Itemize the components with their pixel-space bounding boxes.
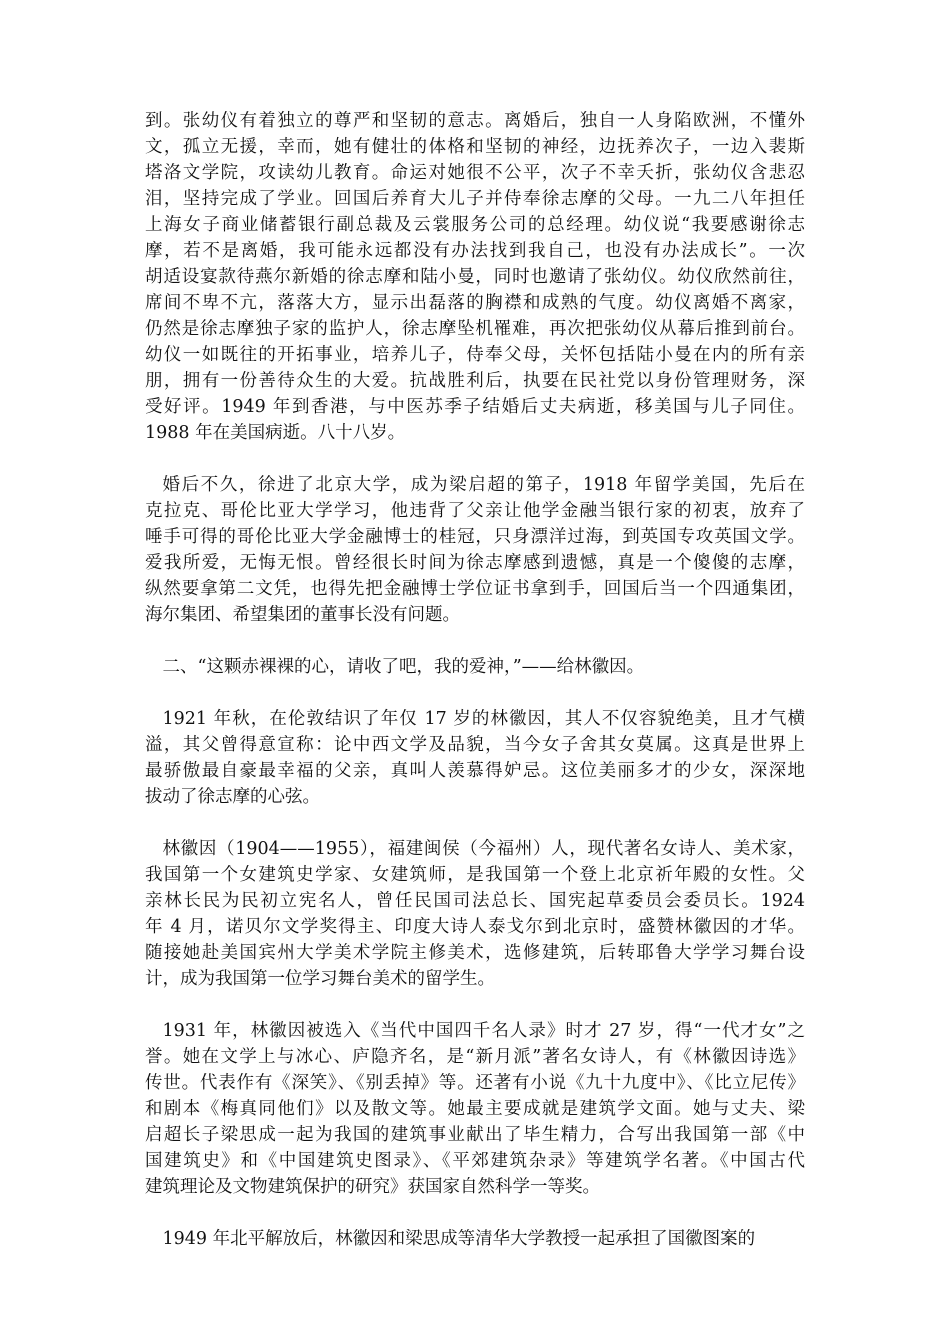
text-line: 纵然要拿第二文凭，也得先把金融博士学位证书拿到手，回国后当一个四通集团， [145,579,805,599]
text-line: 溢，其父曾得意宣称：论中西文学及品貌，当今女子舍其女莫属。这真是世界上 [145,735,805,755]
text-line: 胡适设宴款待燕尔新婚的徐志摩和陆小曼，同时也邀请了张幼仪。幼仪欣然前往， [145,267,805,287]
text-line: 幼仪一如既往的开拓事业，培养儿子，侍奉父母，关怀包括陆小曼在内的所有亲 [145,345,805,365]
text-line: 启超长子梁思成一起为我国的建筑事业献出了毕生精力，合写出我国第一部《中 [145,1125,805,1145]
text-line: 最骄傲最自豪最幸福的父亲，真叫人羡慕得妒忌。这位美丽多才的少女，深深地 [145,761,805,781]
text-line: 我国第一个女建筑史学家、女建筑师，是我国第一个登上北京祈年殿的女性。父 [145,865,805,885]
text-line: 和剧本《梅真同他们》以及散文等。她最主要成就是建筑学文面。她与丈夫、梁 [145,1099,805,1119]
text-line: 婚后不久，徐进了北京大学，成为梁启超的第子，1918 年留学美国，先后在 [162,475,805,495]
text-line: 1949 年北平解放后，林徽因和梁思成等清华大学教授一起承担了国徽图案的 [162,1229,756,1249]
text-line: 克拉克、哥伦比亚大学学习，他违背了父亲让他学金融当银行家的初衷，放弃了 [145,501,805,521]
text-line: 唾手可得的哥伦比亚大学金融博士的桂冠，只身漂洋过海，到英国专攻英国文学。 [145,527,805,547]
text-line: 随接她赴美国宾州大学美术学院主修美术，选修建筑，后转耶鲁大学学习舞台设 [145,943,805,963]
text-line: 塔洛文学院，攻读幼儿教育。命运对她很不公平，次子不幸夭折，张幼仪含悲忍 [145,163,805,183]
text-line: 仍然是徐志摩独子家的监护人，徐志摩坠机罹难，再次把张幼仪从幕后推到前台。 [145,319,805,339]
text-line: 亲林长民为民初立宪名人，曾任民国司法总长、国宪起草委员会委员长。1924 [145,891,805,911]
text-line: 年 4 月，诺贝尔文学奖得主、印度大诗人泰戈尔到北京时，盛赞林徽因的才华。 [145,917,805,937]
text-line: 1988 年在美国病逝。八十八岁。 [145,423,406,443]
paragraph-p5 [145,836,805,992]
text-line: 1921 年秋，在伦敦结识了年仅 17 岁的林徽因，其人不仅容貌绝美，且才气横 [162,709,805,729]
text-line: 上海女子商业储蓄银行副总裁及云裳服务公司的总经理。幼仪说“我要感谢徐志 [145,215,805,235]
text-line: 到。张幼仪有着独立的尊严和坚韧的意志。离婚后，独自一人身陷欧洲，不懂外 [145,111,805,131]
text-line: 朋，拥有一份善待众生的大爱。抗战胜利后，执要在民社党以身份管理财务，深 [145,371,805,391]
text-line: 国建筑史》和《中国建筑史图录》、《平郊建筑杂录》等建筑学名著。《中国古代 [145,1151,805,1171]
text-line: 受好评。1949 年到香港，与中医苏季子结婚后丈夫病逝，移美国与儿子同住。 [145,397,805,417]
paragraph-p4 [145,706,805,810]
paragraph-p3 [145,654,805,680]
paragraph-p2 [145,472,805,628]
text-line: 摩，若不是离婚，我可能永远都没有办法找到我自己，也没有办法成长”。一次 [145,241,805,261]
text-line: 拔动了徐志摩的心弦。 [145,787,320,807]
text-line: 1931 年，林徽因被选入《当代中国四千名人录》时才 27 岁，得“一代才女”之 [162,1021,805,1041]
text-line: 泪，坚持完成了学业。回国后养育大儿子并侍奉徐志摩的父母。一九二八年担任 [145,189,805,209]
text-line: 计，成为我国第一位学习舞台美术的留学生。 [145,969,495,989]
text-line: 林徽因（1904——1955），福建闽侯（今福州）人，现代著名女诗人、美术家， [162,839,805,859]
text-line: 爱我所爱，无悔无恨。曾经很长时间为徐志摩感到遗憾，真是一个傻傻的志摩， [145,553,805,573]
paragraph-p6 [145,1018,805,1200]
text-line: 文，孤立无援，幸而，她有健壮的体格和坚韧的神经，边抚养次子，一边入裴斯 [145,137,805,157]
text-line: 建筑理论及文物建筑保护的研究》获国家自然科学一等奖。 [145,1177,600,1197]
text-line: 海尔集团、希望集团的董事长没有问题。 [145,605,460,625]
document-page [145,108,805,1278]
text-line: 誉。她在文学上与冰心、庐隐齐名，是“新月派”著名女诗人，有《林徽因诗选》 [145,1047,805,1067]
paragraph-p7 [145,1226,805,1252]
text-line: 席间不卑不亢，落落大方，显示出磊落的胸襟和成熟的气度。幼仪离婚不离家， [145,293,805,313]
paragraph-p1 [145,108,805,446]
text-line: 二、“这颗赤裸裸的心，请收了吧，我的爱神，”——给林徽因。 [162,657,645,677]
text-line: 传世。代表作有《深笑》、《别丢掉》等。还著有小说《九十九度中》、《比立尼传》 [145,1073,805,1093]
